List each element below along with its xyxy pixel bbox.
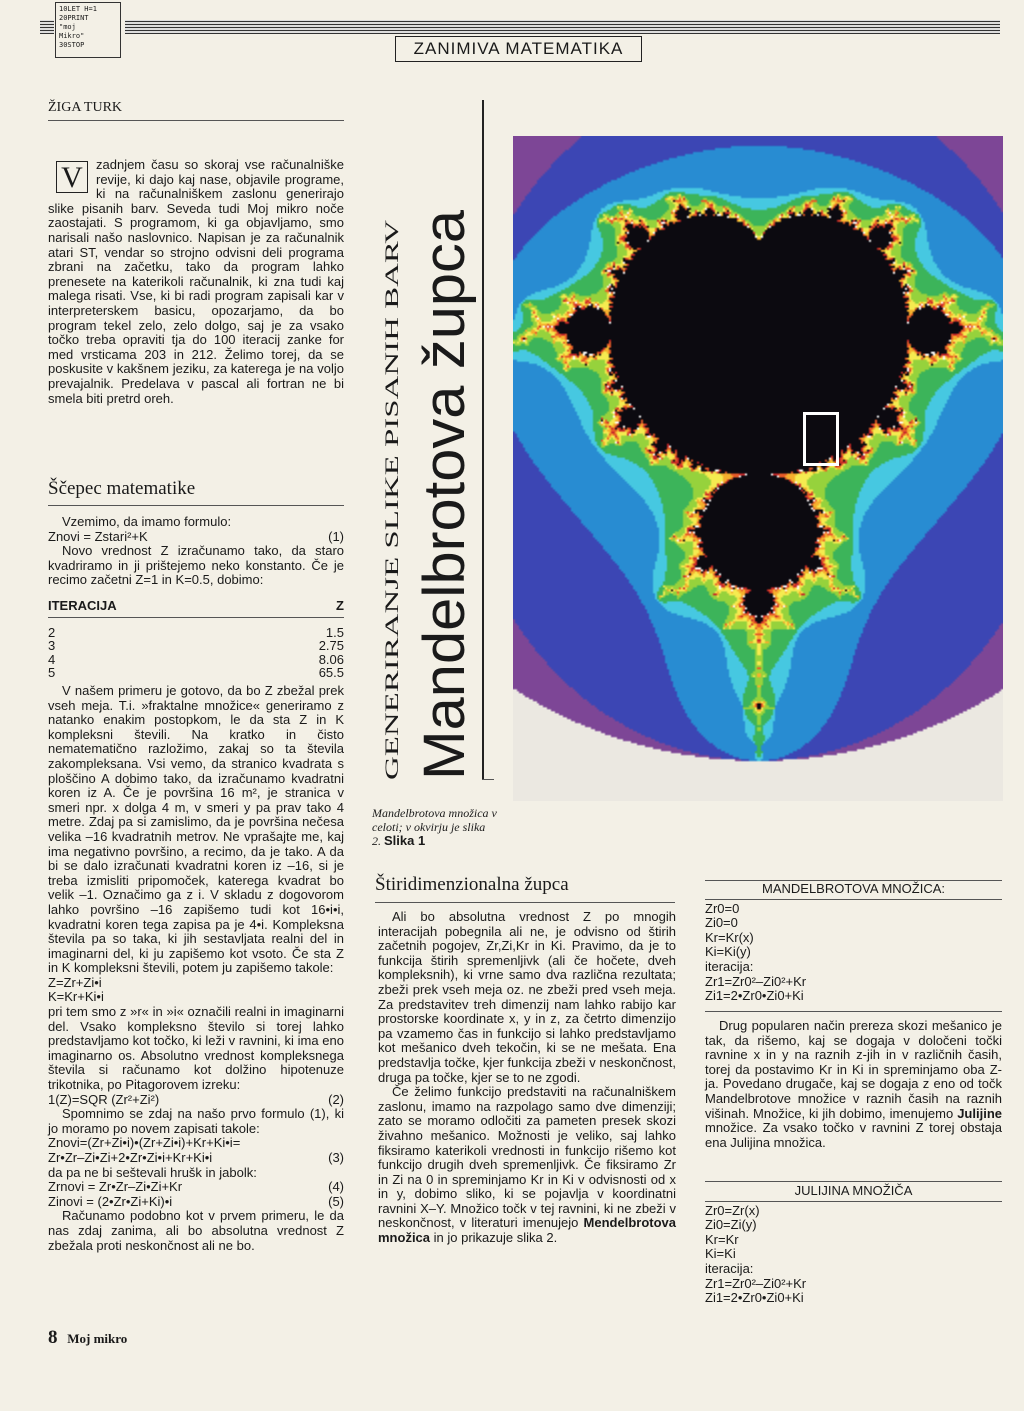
- paragraph: Novo vrednost Z izračunamo tako, da staro kvadriramo in ji prištejemo neko konstanto. Če je recimo začetni Z=1 in K=0.5, dobimo:: [48, 543, 344, 588]
- vertical-title-svg: [376, 100, 486, 780]
- divider: [482, 779, 494, 780]
- bold-term: Julijine: [957, 1105, 1002, 1121]
- section1-body: [48, 515, 344, 588]
- author: ŽIGA TURK: [48, 100, 123, 115]
- paragraph: Ali bo absolutna vrednost Z po mnogih interacijah pobegnila ali ne, je odvisno od štirih začetnih pogojev, Zr,Zi,Kr in Ki. Pravimo, da je to funkcija štirih spremenljivk (ali če hočete, dveh kompleksnih), ki vrne samo dva različna rezultata; zbeži prek vseh meja oz. ne zbeži pred vseh meja. Za predstavitev treh dimenzij nam lahko rabijo kar prostorske koordinate x, y in z, za četrto dimenzijo pa vzamemo čas in funkcijo si lahko predstavljamo kot mešanico dveh tekočin, ki se ne mešata. Ena predstavlja točke, kjer funkcija zbeži v neskončnost, druga pa točke, kjer se to ne zgodi.: [378, 909, 676, 1085]
- table-row: [48, 666, 344, 679]
- caption-label: Slika 1: [384, 833, 426, 848]
- equation-number: (1): [328, 528, 344, 544]
- paragraph: da pa ne bi seštevali hrušk in jabolk:: [48, 1164, 257, 1180]
- code-lines: [705, 1204, 1002, 1306]
- box-title: MANDELBROTOVA MNOŽICA:: [705, 882, 1002, 900]
- table-row: [48, 653, 344, 666]
- table-cell: 2.75: [318, 638, 344, 654]
- stamp-line: 20PRINT: [59, 14, 89, 22]
- code-line: Zr0=0: [705, 900, 740, 916]
- code-line: Kr=Kr(x): [705, 929, 754, 945]
- table-cell: 2: [48, 625, 56, 640]
- equation-3a: Znovi=(Zr+Zi•i)•(Zr+Zi•i)+Kr+Ki•i=: [48, 1135, 241, 1151]
- section2-body: [378, 910, 676, 1246]
- z-definition: Z=Zr+Zi•i: [48, 974, 102, 990]
- code-line: Zi0=0: [705, 915, 738, 931]
- code-line: Zi0=Zi(y): [705, 1217, 757, 1233]
- equation-text: Zr•Zr–Zi•Zi+2•Zr•Zi•i+Kr+Ki•i: [48, 1150, 213, 1165]
- divider: [48, 120, 344, 121]
- julia-code-box: [705, 1184, 1002, 1306]
- julia-intro: [705, 1019, 1002, 1150]
- divider: [48, 505, 344, 506]
- code-line: iteracija:: [705, 1260, 754, 1276]
- paragraph: Spomnimo se zdaj na našo prvo formulo (1), ki jo moramo po novem zapisati takole:: [48, 1106, 344, 1136]
- bold-term: Mendelbrotova množica: [378, 1215, 676, 1246]
- code-line: Zr1=Zr0²–Zi0²+Kr: [705, 973, 807, 989]
- section-heading-scepec: Ščepec matematike: [48, 478, 196, 499]
- table-cell: 5: [48, 665, 56, 681]
- zoom-frame: [803, 412, 839, 466]
- stamp-line: "moj: [59, 23, 76, 31]
- divider: [705, 1011, 1002, 1012]
- stamp-box: [55, 2, 121, 58]
- mandelbrot-image: [513, 136, 1003, 801]
- intro-text: zadnjem času so skoraj vse računalniške revije, ki dajo kaj nase, objavile programe, ki na računalniškem zaslonu generirajo slike pisanih barv. Seveda tudi Moj mikro noče zaostajati. S programom, ki ga objavljamo, smo narisali našo naslovnico. Napisan je za računalnik atari ST, vendar so strojno odvisni deli programa zbrani na začetku, tako da program lahko prenesete na katerikoli računalnik, ki zna tudi kaj malega risati. Vse, ki bi radi program zapisali kar v interpreterskem basicu, opozarjamo, da bo program tekel zelo, zelo dolgo, saj je za vsako točko treba opraviti tja do 100 iteracij zanke for med vrsticama 203 in 212. Želimo torej, da se poskusite v kakšnem jeziku, za katerega je na voljo prevajalnik. Predelava v pascal ali fortran ne bi smela biti pretrd oreh.: [48, 157, 344, 406]
- box-title: JULIJINA MNOŽIČA: [705, 1184, 1002, 1202]
- caption-text: Mandelbrotova množica v celoti; v okvirju je slika 2.: [372, 806, 497, 848]
- equation-text: Zinovi = (2•Zr•Zi+Ki)•i: [48, 1193, 173, 1209]
- main-title: Mandelbrotova župca: [412, 225, 477, 780]
- equation-text: 1(Z)=SQR (Zr²+Zi²): [48, 1091, 160, 1107]
- text: Če želimo funkcijo predstaviti na računalniškem zaslonu, imamo na razpolago samo dve dimenziji; zato se moramo odločiti za pameten presek skozi živahno mešanico. Možnosti je veliko, saj lahko fiksiramo katerikoli vrednosti in funkcijo rišemo kot funkcijo drugih dveh spremenljivk. Če fiksiramo Zr in Zi na 0 in spreminjamo Kr in Ki v odvisnosti od x in y, dobimo sliko, ki se pojavlja v koordinatni ravnini X–Y. Množico točk v tej ravnini, ki ne zbeži v neskončnost, v literaturi imenujejo: [378, 1084, 676, 1231]
- table-cell: 4: [48, 651, 56, 667]
- code-line: iteracija:: [705, 958, 754, 974]
- code-line: Zi1=2•Zr0•Zi0+Ki: [705, 1290, 804, 1306]
- equation-number: (2): [328, 1091, 344, 1107]
- code-lines: [705, 902, 1002, 1004]
- k-definition: K=Kr+Ki•i: [48, 989, 104, 1005]
- iteration-table: [48, 598, 344, 680]
- equation-number: (5): [328, 1193, 344, 1209]
- drop-cap: V: [56, 161, 88, 193]
- divider: [705, 1181, 1002, 1182]
- paragraph: [378, 1085, 676, 1246]
- header-band-left: [40, 20, 54, 34]
- equation-text: Zrnovi = Zr•Zr–Zi•Zi+Kr: [48, 1179, 183, 1195]
- equation-5: [48, 1195, 344, 1210]
- stamp-line: Mikro": [59, 32, 85, 40]
- code-line: Zr0=Zr(x): [705, 1202, 760, 1218]
- stamp-line: 30STOP: [59, 41, 85, 49]
- text: in jo prikazuje slika 2.: [430, 1230, 558, 1246]
- equation-4: [48, 1180, 344, 1195]
- col1-continued: [48, 684, 344, 1253]
- text: množice. Za vsako točko v ravnini Z torej obstaja ena Julijina množica.: [705, 1120, 1002, 1150]
- stamp-line: 10LET H=1: [59, 5, 97, 13]
- equation-2: [48, 1093, 344, 1108]
- paragraph: [705, 1019, 1002, 1150]
- table-row: [48, 626, 344, 639]
- code-line: Ki=Ki(y): [705, 944, 751, 960]
- title-block: [376, 100, 477, 780]
- magazine-name: Moj mikro: [67, 1331, 128, 1346]
- divider: [375, 902, 675, 903]
- mandelbrot-code-box: [705, 882, 1002, 1004]
- paragraph: Računamo podobno kot v prvem primeru, le da nas zdaj zanima, ali bo absolutna vrednost Z zbežala proti neskončnost ali ne bo.: [48, 1208, 344, 1253]
- header-band: [125, 20, 1000, 34]
- table-cell: 1.5: [325, 625, 344, 640]
- header-z: Z: [336, 598, 344, 613]
- paragraph: Vzemimo, da imamo formulo:: [62, 514, 232, 529]
- table-header: [48, 598, 344, 618]
- equation-1: [48, 530, 344, 545]
- page-number: 8: [48, 1327, 58, 1348]
- figure-caption: [372, 806, 497, 848]
- table-cell: 8.06: [318, 651, 344, 667]
- header-iteracija: ITERACIJA: [48, 598, 117, 613]
- code-line: Kr=Kr: [705, 1231, 739, 1247]
- section-heading-stiridimenzionalna: Štiridimenzionalna župca: [375, 874, 569, 895]
- code-line: Ki=Ki: [705, 1246, 736, 1262]
- table-row: [48, 639, 344, 652]
- table-cell: 65.5: [318, 665, 344, 681]
- title-rule: [482, 100, 484, 780]
- page-footer: [48, 1327, 127, 1349]
- text: Drug popularen način prereza skozi mešanico je tak, da rišemo, kaj se dogaja v določeni točki ravnine x in y na raznih z-jih in v različnih časih, torej da postavimo Kr in Ki in spreminjamo oba Z-ja. Povedano drugače, kaj se dogaja z eno od točk Mandelbrotove množice v raznih časih na raznih višinah. Množice, ki jih dobimo, imenujemo: [705, 1018, 1002, 1121]
- equation-number: (3): [328, 1150, 344, 1165]
- paragraph: V našem primeru je gotovo, da bo Z zbežal prek vseh meja. T.i. »fraktalne množice« generiramo z natanko enakim postopkom, le da sta Z in K kompleksni števili. Na kratko in čisto nematematično razložimo, zakaj so ta števila zakompleksana. Vsi vemo, da stranico kvadrata s ploščino A dobimo tako, da izračunamo kvadratni koren iz A. Če je površina 16 m², je stranica v smeri npr. x dolga 4 m, v smeri y pa prav tako 4 metre. Zdaj pa si zamislimo, da je površina nečesa velika –16 kvadratnih metrov. Ne vprašajte me, kaj ima negativno površino, a recimo, da je tako. A da bi se dalo izračunati kvadratni koren iz –16, si je treba izmisliti pripomoček, katerega kvadrat bo velik –1. Označimo ga z i. V skladu z dogovorom lahko površino –16 zapišemo tudi kot 16•i•i, kvadratni koren tega zapisa pa je 4•i. Kompleksna števila pa so taka, ki jih sestavljata realni del in imaginarni del, ki ju zapišemo kot vsoto. Če sta Z in K kompleksni števili, potem ju zapišemo takole:: [48, 683, 344, 976]
- intro-paragraph: [48, 158, 344, 406]
- code-line: Zi1=2•Zr0•Zi0+Ki: [705, 988, 804, 1004]
- section-title: ZANIMIVA MATEMATIKA: [395, 36, 642, 62]
- code-line: Zr1=Zr0²–Zi0²+Kr: [705, 1275, 807, 1291]
- paragraph: pri tem smo z »r« in »i« označili realni in imaginarni del. Vsako kompleksno število si torej lahko predstavljamo kot točko, ki leži v ravnini, ki ima eno imaginarno os. Absolutno vrednost kompleksnega števila si računamo kot dolžino hipotenuze trikotnika, po Pitagorovem izreku:: [48, 1004, 344, 1093]
- equation-3: [48, 1151, 344, 1166]
- table-cell: 3: [48, 638, 56, 654]
- equation-text: Znovi = Zstari²+K: [48, 528, 148, 544]
- table-body: [48, 618, 344, 680]
- equation-number: (4): [328, 1179, 344, 1195]
- kicker-title: GENERIRANJE SLIKE PISANIH BARV: [382, 456, 403, 780]
